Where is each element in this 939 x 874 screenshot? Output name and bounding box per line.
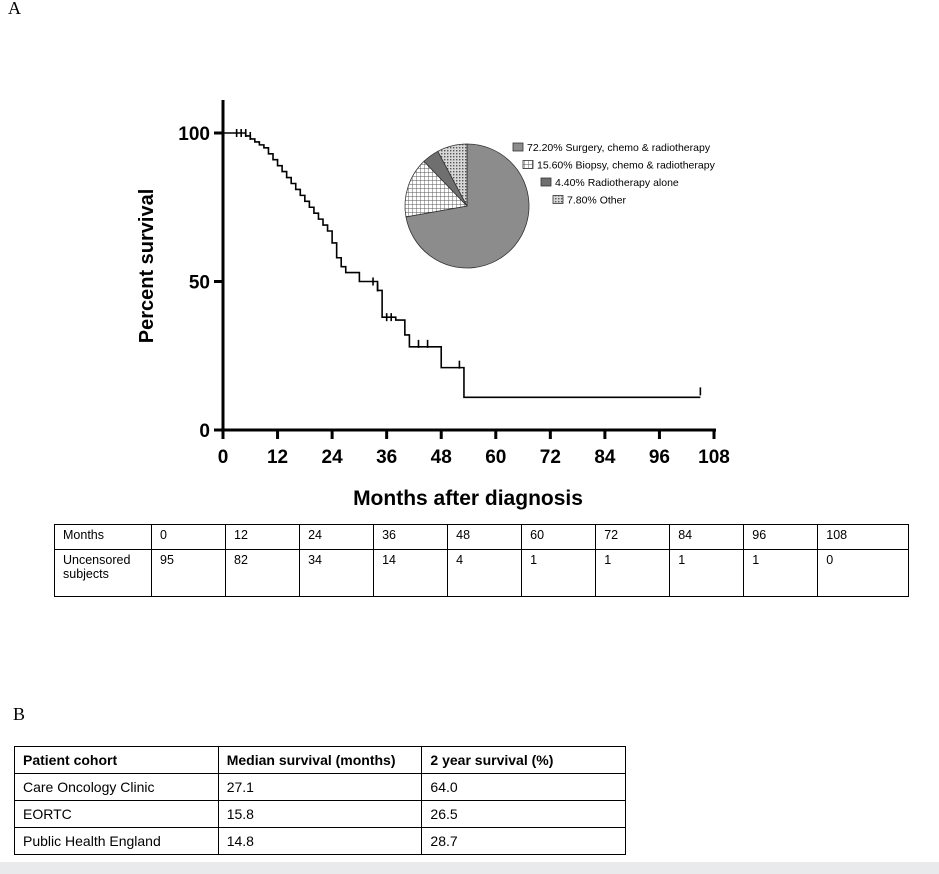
legend-swatch [541, 178, 551, 186]
risk-cell: 95 [152, 550, 226, 597]
risk-row-label: Months [55, 525, 152, 550]
x-tick-label: 36 [376, 447, 398, 468]
legend-swatch [553, 196, 563, 204]
x-tick-label: 84 [594, 447, 616, 468]
cohort-row [15, 801, 626, 828]
bottom-strip [0, 862, 939, 874]
cohort-cell: Public Health England [15, 828, 219, 855]
risk-cell: 96 [744, 525, 818, 550]
risk-cell: 1 [522, 550, 596, 597]
cohort-cell: 14.8 [218, 828, 422, 855]
risk-cell: 36 [374, 525, 448, 550]
risk-row-label: Uncensored subjects [55, 550, 152, 597]
risk-cell: 60 [522, 525, 596, 550]
x-tick-label: 24 [321, 447, 343, 468]
cohort-cell: 26.5 [422, 801, 626, 828]
cohort-header-cell: Patient cohort [15, 747, 219, 774]
cohort-header-cell: Median survival (months) [218, 747, 422, 774]
risk-cell: 4 [448, 550, 522, 597]
legend-swatch [523, 161, 533, 169]
cohort-cell: 15.8 [218, 801, 422, 828]
risk-cell: 1 [744, 550, 818, 597]
risk-cell: 84 [670, 525, 744, 550]
panel-b-label: B [13, 704, 26, 724]
y-tick-label: 50 [188, 272, 210, 294]
risk-cell: 14 [374, 550, 448, 597]
x-tick-label: 96 [648, 447, 671, 468]
legend-entry: 7.80% Other [567, 194, 626, 207]
cohort-cell: 28.7 [422, 828, 626, 855]
x-tick-label: 48 [430, 447, 452, 468]
y-tick-label: 0 [199, 421, 210, 442]
cohort-cell: 27.1 [218, 774, 422, 801]
risk-cell: 0 [152, 525, 226, 550]
x-axis-label: Months after diagnosis [353, 487, 583, 510]
risk-cell: 72 [596, 525, 670, 550]
risk-table-row [55, 550, 909, 597]
legend-entry: 4.40% Radiotherapy alone [555, 177, 679, 189]
pie-legend [513, 142, 716, 207]
number-at-risk-table [54, 524, 909, 597]
cohort-header-cell: 2 year survival (%) [422, 747, 626, 774]
y-tick-label: 100 [178, 124, 210, 145]
x-tick-label: 72 [539, 447, 561, 468]
legend-swatch [513, 143, 523, 151]
cohort-row [15, 774, 626, 801]
risk-cell: 24 [300, 525, 374, 550]
risk-cell: 1 [670, 550, 744, 597]
risk-cell: 12 [226, 525, 300, 550]
treatment-pie-chart [405, 144, 529, 268]
y-axis-label: Percent survival [136, 188, 158, 344]
cohort-cell: Care Oncology Clinic [15, 774, 219, 801]
risk-cell: 82 [226, 550, 300, 597]
cohort-cell: 64.0 [422, 774, 626, 801]
risk-table-row [55, 525, 909, 550]
risk-cell: 48 [448, 525, 522, 550]
x-tick-label: 60 [485, 447, 507, 468]
x-tick-label: 108 [698, 447, 730, 468]
cohort-cell: EORTC [15, 801, 219, 828]
x-tick-label: 0 [217, 447, 229, 468]
cohort-row [15, 828, 626, 855]
risk-cell: 34 [300, 550, 374, 597]
cohort-comparison-table [14, 746, 626, 855]
panel-a-label: A [8, 0, 21, 18]
risk-cell: 1 [596, 550, 670, 597]
legend-entry: 15.60% Biopsy, chemo & radiotherapy [537, 159, 715, 172]
risk-cell: 108 [818, 525, 909, 550]
legend-entry: 72.20% Surgery, chemo & radiotherapy [527, 142, 711, 154]
risk-cell: 0 [818, 550, 909, 597]
x-tick-label: 12 [266, 447, 289, 468]
